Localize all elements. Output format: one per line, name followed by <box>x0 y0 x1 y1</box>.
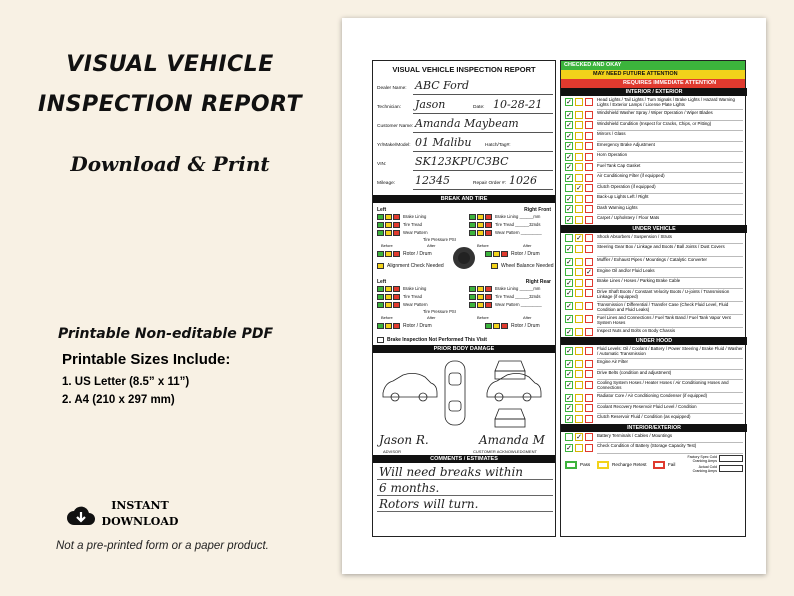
checklist-item: Emergency Brake Adjustment <box>597 142 743 153</box>
download-text: DOWNLOAD <box>101 515 179 528</box>
heading-line-2: INSPECTION REPORT <box>38 92 302 117</box>
status-checkbox[interactable] <box>575 289 583 297</box>
status-checkbox[interactable] <box>585 205 593 213</box>
status-checkbox[interactable] <box>585 415 593 423</box>
status-boxes <box>469 214 493 220</box>
status-checkbox[interactable] <box>585 279 593 287</box>
field-line <box>413 94 553 95</box>
legend-future: MAY NEED FUTURE ATTENTION <box>561 70 745 79</box>
status-boxes <box>377 230 401 236</box>
rotor-label: Rotor / Drum <box>403 323 432 329</box>
status-checkbox[interactable] <box>575 195 583 203</box>
status-checkbox[interactable]: ✓ <box>566 371 572 378</box>
checklist-item: Fuel Tank Cap Gasket <box>597 163 743 174</box>
status-checkbox[interactable]: ✓ <box>566 290 572 297</box>
spec-box[interactable] <box>719 455 743 462</box>
pdf-note: Printable Non-editable PDF <box>58 326 274 342</box>
instant-text: INSTANT <box>111 499 169 512</box>
field-label: Technician: <box>377 105 401 110</box>
status-checkbox[interactable]: ✓ <box>566 164 572 171</box>
status-checkbox[interactable] <box>575 258 583 266</box>
legend-swatch <box>597 461 609 469</box>
after-label: After <box>523 315 532 320</box>
legend-immediate: REQUIRES IMMEDIATE ATTENTION <box>561 79 745 88</box>
status-checkbox[interactable] <box>585 360 593 368</box>
field-label: Repair Order #: <box>473 181 507 186</box>
status-checkbox[interactable] <box>575 153 583 161</box>
status-checkbox[interactable] <box>575 174 583 182</box>
status-checkbox[interactable] <box>575 347 583 355</box>
rotor-label: Rotor / Drum <box>511 251 540 257</box>
status-checkbox[interactable]: ✓ <box>566 316 572 323</box>
car-diagram-icon <box>379 355 551 431</box>
status-checkbox[interactable] <box>585 394 593 402</box>
checklist-item: Windshield Washer Spray / Wiper Operation / Wiper Blades <box>597 110 743 121</box>
comment-line: 6 months. <box>379 481 440 495</box>
field-label: Yr/Make/Model: <box>377 143 411 148</box>
field-label: Customer Name: <box>377 124 414 129</box>
comment-rule <box>377 495 553 496</box>
status-boxes <box>377 302 401 308</box>
legend-label: Pass <box>580 461 591 467</box>
status-checkbox[interactable] <box>575 415 583 423</box>
checklist-item: Back-up Lights Left / Right <box>597 194 743 205</box>
field-value: Amanda Maybeam <box>415 117 519 130</box>
status-boxes <box>469 294 493 300</box>
status-checkbox[interactable] <box>585 404 593 412</box>
brake-item-label: Wear Pattern _________ <box>495 302 542 307</box>
status-checkbox[interactable] <box>585 174 593 182</box>
tire-icon <box>453 247 475 269</box>
rotor-label: Rotor / Drum <box>403 251 432 257</box>
status-checkbox[interactable]: ✓ <box>566 216 572 224</box>
status-checkbox[interactable] <box>585 302 593 310</box>
checklist-item: Cooling System Hoses / Heater Hoses / Air Conditioning Hoses and Connections <box>597 380 743 393</box>
comment-rule <box>377 479 553 480</box>
checklist-item: Drive Shaft Boots / Constant Velocity Boots / U-joints / Transmission Linkage (if equipped) <box>597 289 743 302</box>
before-label: Before <box>381 243 393 248</box>
status-checkbox[interactable]: ✓ <box>566 415 572 423</box>
status-boxes <box>377 323 401 329</box>
checklist-item: Clutch Reservoir Fluid / Condition (as equipped) <box>597 414 743 425</box>
brake-not-performed-label: Brake Inspection Not Performed This Visit <box>387 337 487 343</box>
field-label: Date: <box>473 105 485 110</box>
status-checkbox[interactable] <box>585 234 593 242</box>
legend-label: Recharge Retest <box>612 461 647 467</box>
field-value: ABC Ford <box>415 79 470 92</box>
status-checkbox[interactable]: ✓ <box>566 279 572 287</box>
heading-line-1: VISUAL VEHICLE <box>66 52 274 77</box>
status-checkbox[interactable] <box>585 347 593 355</box>
checklist-item: Dash Warning Lights <box>597 205 743 216</box>
status-boxes <box>485 251 509 257</box>
legend-label: Fail <box>668 461 676 467</box>
field-value: Jason <box>415 98 446 111</box>
status-checkbox[interactable] <box>575 268 583 276</box>
customer-ack-label: CUSTOMER ACKNOWLEDGMENT <box>473 449 537 454</box>
field-value: 1026 <box>509 174 537 187</box>
status-checkbox[interactable] <box>585 184 593 192</box>
status-checkbox[interactable]: ✓ <box>566 381 572 389</box>
status-checkbox[interactable]: ✓ <box>566 405 572 412</box>
field-value: 01 Malibu <box>415 136 472 149</box>
section-header: UNDER VEHICLE <box>561 225 747 233</box>
brake-item-label: Brake Lining <box>403 286 427 291</box>
checklist-item: Windshield Condition (Inspect for Cracks, Chips, or Pitting) <box>597 121 743 132</box>
field-line <box>413 113 553 114</box>
status-checkbox[interactable] <box>575 142 583 150</box>
instant-download-label <box>100 498 180 530</box>
after-label: After <box>427 315 436 320</box>
status-boxes <box>469 302 493 308</box>
status-checkbox[interactable] <box>575 360 583 368</box>
status-checkbox[interactable] <box>575 245 583 253</box>
status-checkbox[interactable] <box>585 444 593 452</box>
legend-ok: CHECKED AND OKAY <box>561 61 745 70</box>
brake-item-label: Tire Tread <box>403 222 422 227</box>
status-checkbox[interactable] <box>585 121 593 129</box>
brake-item-label: Wear Pattern <box>403 302 428 307</box>
size-item: 1. US Letter (8.5” x 11”) <box>62 376 190 388</box>
checklist-item: Mirrors / Glass <box>597 131 743 142</box>
status-checkbox[interactable] <box>575 121 583 129</box>
section-header: INTERIOR / EXTERIOR <box>561 88 747 96</box>
left-label: Left <box>377 207 387 213</box>
status-checkbox[interactable] <box>585 216 593 224</box>
checklist-item: Fuel Lines and Connections / Fuel Tank Band / Fuel Tank Vapor Vent System Hoses <box>597 315 743 328</box>
status-checkbox[interactable] <box>585 98 593 106</box>
checklist-item: Shock Absorbers / Suspension / Struts <box>597 234 743 245</box>
status-checkbox[interactable] <box>575 370 583 378</box>
comment-rule <box>377 511 553 512</box>
right-label: Right Rear <box>525 279 551 285</box>
brake-item-label: Brake Lining ______mm <box>495 286 541 291</box>
tire-pressure-label: Tire Pressure PSI <box>423 237 456 242</box>
status-checkbox[interactable]: ✓ <box>566 98 572 106</box>
status-boxes <box>377 286 401 292</box>
field-label: Mileage: <box>377 181 396 186</box>
status-checkbox[interactable]: ✓ <box>566 111 572 119</box>
status-checkbox[interactable]: ✓ <box>566 329 572 336</box>
checklist-item: Steering Gear Box / Linkage and Boots / Ball Joints / Dust Covers <box>597 244 743 257</box>
status-checkbox[interactable] <box>575 328 583 336</box>
advisor-label: ADVISOR <box>383 449 402 454</box>
form-left-column <box>372 60 556 537</box>
advisor-signature: Jason R. <box>379 433 429 447</box>
status-checkbox[interactable] <box>575 394 583 402</box>
status-checkbox[interactable] <box>585 163 593 171</box>
checklist-item: Check Condition of Battery (Storage Capacity Test) <box>597 443 743 454</box>
legend-swatch <box>653 461 665 469</box>
wheel-balance-label: Wheel Balance Needed <box>501 263 554 269</box>
alignment-label: Alignment Check Needed <box>387 263 444 269</box>
brake-item-label: Brake Lining ______mm <box>495 214 541 219</box>
status-checkbox[interactable]: ✓ <box>566 303 572 310</box>
status-checkbox[interactable]: ✓ <box>576 185 582 192</box>
field-label: Hatch/Tag#: <box>485 143 511 148</box>
brake-item-label: Wear Pattern <box>403 230 428 235</box>
after-label: After <box>523 243 532 248</box>
status-checkbox[interactable]: ✓ <box>566 347 572 355</box>
status-checkbox[interactable] <box>575 404 583 412</box>
status-checkbox[interactable]: ✓ <box>566 174 572 182</box>
brake-item-label: Tire Tread ______32nds <box>495 294 541 299</box>
checklist-item: Fluid Levels: Oil / Coolant / Battery / Power Steering / Brake Fluid / Washer / Automatic Transmission <box>597 346 743 359</box>
before-label: Before <box>381 315 393 320</box>
status-checkbox[interactable]: ✓ <box>566 153 572 161</box>
status-checkbox[interactable] <box>585 195 593 203</box>
checklist-item: Carpet / Upholstery / Floor Mats <box>597 215 743 226</box>
subtitle: Download & Print <box>70 152 270 176</box>
brake-item-label: Wear Pattern _________ <box>495 230 542 235</box>
status-checkbox[interactable] <box>585 142 593 150</box>
status-checkbox[interactable] <box>585 370 593 378</box>
prior-damage-header: PRIOR BODY DAMAGE <box>373 345 555 353</box>
status-checkbox[interactable] <box>575 111 583 119</box>
disclaimer: Not a pre-printed form or a paper product. <box>56 540 269 552</box>
status-boxes <box>469 222 493 228</box>
brake-not-performed-box <box>377 337 385 343</box>
spec-label: Actual Cold Cranking Amps <box>692 464 717 473</box>
status-checkbox[interactable]: ✓ <box>566 195 572 203</box>
status-checkbox[interactable] <box>585 381 593 389</box>
checklist-item: Head Lights / Tail Lights / Turn Signals / Brake Lights / Hazard Warning Lights / Exterior Lamps / License Plate Lights <box>597 97 743 110</box>
status-boxes <box>469 230 493 236</box>
status-checkbox[interactable]: ✓ <box>566 132 572 140</box>
status-checkbox[interactable] <box>585 328 593 336</box>
status-boxes <box>485 323 509 329</box>
status-boxes <box>377 251 401 257</box>
brake-item-label: Brake Lining <box>403 214 427 219</box>
form-title: VISUAL VEHICLE INSPECTION REPORT <box>392 65 536 74</box>
checklist-item: Engine Air Filter <box>597 359 743 370</box>
status-checkbox[interactable] <box>575 279 583 287</box>
comment-line: Rotors will turn. <box>379 497 479 511</box>
checklist-item: Horn Operation <box>597 152 743 163</box>
status-checkbox[interactable]: ✓ <box>566 245 572 253</box>
customer-signature: Amanda M <box>479 433 545 447</box>
status-checkbox[interactable]: ✓ <box>586 269 592 276</box>
status-checkbox[interactable]: ✓ <box>566 360 572 368</box>
status-checkbox[interactable] <box>575 132 583 140</box>
status-checkbox[interactable] <box>585 315 593 323</box>
status-checkbox[interactable]: ✓ <box>566 206 572 213</box>
field-line <box>413 189 553 190</box>
field-label: VIN: <box>377 162 387 167</box>
status-boxes <box>377 222 401 228</box>
checklist-item: Muffler / Exhaust Pipes / Mountings / Catalytic Converter <box>597 257 743 268</box>
status-checkbox[interactable] <box>575 98 583 106</box>
field-line <box>413 170 553 171</box>
checklist-item: Radiator Core / Air Conditioning Condenser (if equipped) <box>597 393 743 404</box>
checklist-item: Engine Oil and/or Fluid Leaks <box>597 268 743 279</box>
status-boxes <box>377 294 401 300</box>
status-checkbox[interactable] <box>565 433 573 441</box>
checklist-panel <box>560 60 746 537</box>
spec-label: Factory Spec Cold Cranking Amps <box>687 454 717 463</box>
section-header: UNDER HOOD <box>561 337 747 345</box>
field-value: 12345 <box>415 174 450 187</box>
checklist-item: Inspect Nuts and Bolts on Body Chassis <box>597 328 743 339</box>
status-checkbox[interactable] <box>565 184 573 192</box>
brake-item-label: Tire Tread ______32nds <box>495 222 541 227</box>
field-line <box>413 132 553 133</box>
status-boxes <box>377 214 401 220</box>
checklist-item: Transmission / Differential / Transfer Case (Check Fluid Level, Fluid Condition and Fluid Leaks) <box>597 302 743 315</box>
checklist-item: Drive Belts (condition and adjustment) <box>597 370 743 381</box>
sizes-heading: Printable Sizes Include: <box>62 351 231 368</box>
before-label: Before <box>477 315 489 320</box>
brake-item-label: Tire Tread <box>403 294 422 299</box>
status-boxes <box>469 286 493 292</box>
right-label: Right Front <box>524 207 551 213</box>
tire-pressure-label: Tire Pressure PSI <box>423 309 456 314</box>
field-value: SK123KPUC3BC <box>415 155 509 168</box>
status-checkbox[interactable] <box>585 153 593 161</box>
status-checkbox[interactable] <box>565 234 573 242</box>
status-checkbox[interactable] <box>575 205 583 213</box>
checklist-item: Clutch Operation (if equipped) <box>597 184 743 195</box>
status-checkbox[interactable]: ✓ <box>576 235 582 242</box>
size-item: 2. A4 (210 x 297 mm) <box>62 394 175 406</box>
wheel-balance-box <box>491 263 499 269</box>
status-checkbox[interactable]: ✓ <box>566 258 572 266</box>
cloud-download-icon <box>66 503 96 531</box>
alignment-box <box>377 263 385 269</box>
status-checkbox[interactable] <box>575 444 583 452</box>
status-checkbox[interactable] <box>585 245 593 253</box>
status-checkbox[interactable] <box>575 315 583 323</box>
comments-header: COMMENTS / ESTIMATES <box>373 455 555 463</box>
status-checkbox[interactable]: ✓ <box>566 444 572 452</box>
section-header: INTERIOR/EXTERIOR <box>561 424 747 432</box>
status-checkbox[interactable]: ✓ <box>566 143 572 150</box>
brake-tire-header: BREAK AND TIRE <box>373 195 555 203</box>
field-value: 10-28-21 <box>493 98 543 111</box>
before-label: Before <box>477 243 489 248</box>
left-label: Left <box>377 279 387 285</box>
after-label: After <box>427 243 436 248</box>
status-checkbox[interactable]: ✓ <box>566 394 572 402</box>
status-checkbox[interactable] <box>575 163 583 171</box>
field-label: Dealer Name: <box>377 86 407 91</box>
status-checkbox[interactable]: ✓ <box>576 434 582 441</box>
checklist-item: Brake Lines / Hoses / Parking Brake Cable <box>597 278 743 289</box>
comment-line: Will need breaks within <box>379 465 524 479</box>
status-checkbox[interactable] <box>585 433 593 441</box>
status-checkbox[interactable] <box>585 258 593 266</box>
spec-box[interactable] <box>719 465 743 472</box>
checklist-item: Coolant Recovery Reservoir Fluid Level / Condition <box>597 404 743 415</box>
status-checkbox[interactable] <box>565 268 573 276</box>
status-checkbox[interactable]: ✓ <box>566 122 572 129</box>
field-line <box>413 151 553 152</box>
checklist-item: Air Conditioning Filter (if equipped) <box>597 173 743 184</box>
legend-swatch <box>565 461 577 469</box>
rotor-label: Rotor / Drum <box>511 323 540 329</box>
status-checkbox[interactable] <box>585 111 593 119</box>
status-checkbox[interactable] <box>575 381 583 389</box>
checklist-item: Battery Terminals / Cables / Mountings <box>597 433 743 444</box>
status-checkbox[interactable] <box>575 302 583 310</box>
status-checkbox[interactable] <box>585 132 593 140</box>
status-checkbox[interactable] <box>575 216 583 224</box>
status-checkbox[interactable] <box>585 289 593 297</box>
